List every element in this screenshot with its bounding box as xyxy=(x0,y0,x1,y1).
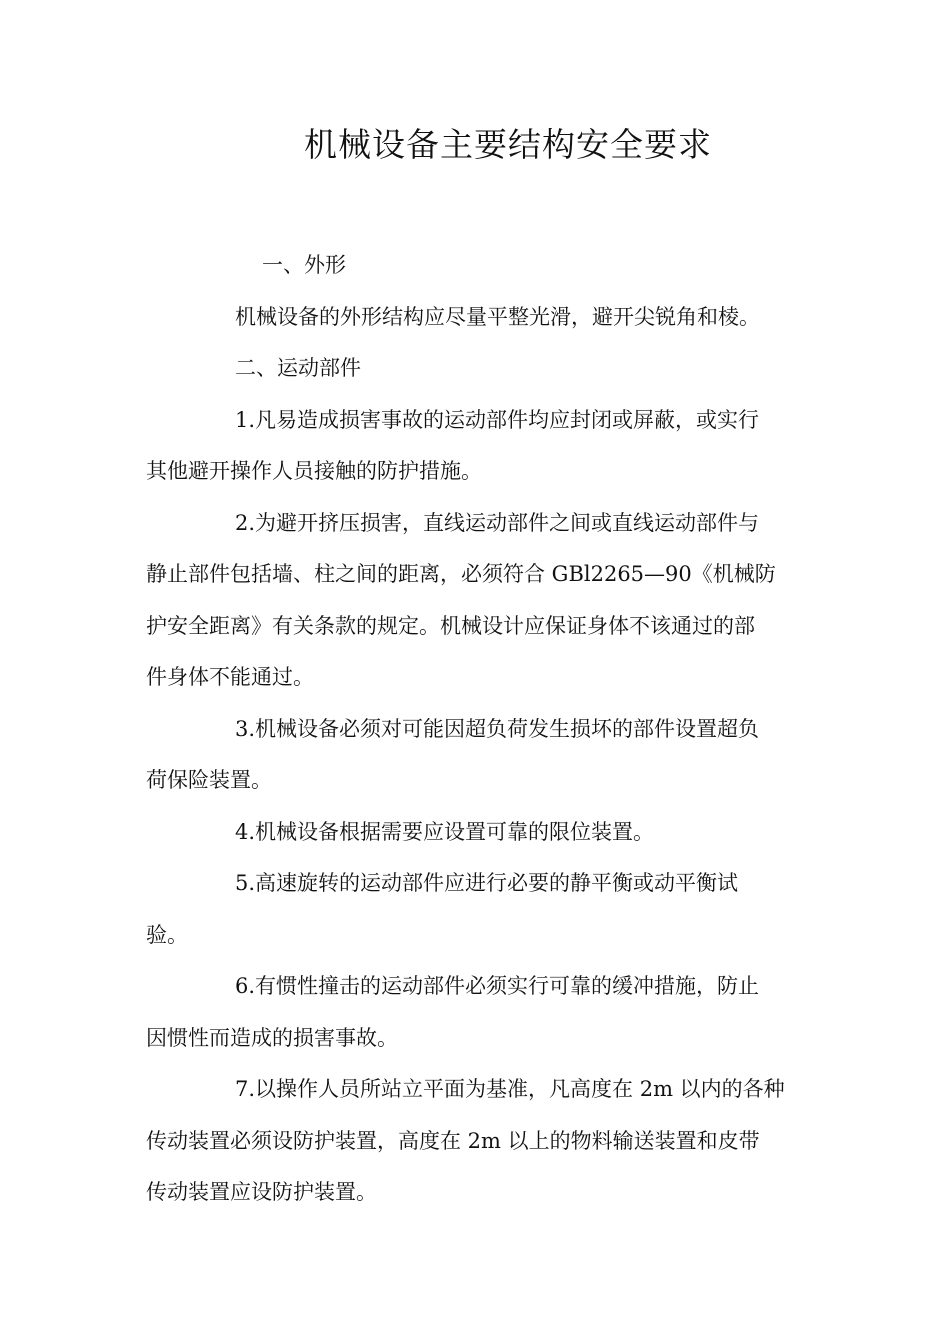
paragraph-line: 1.凡易造成损害事故的运动部件均应封闭或屏蔽，或实行 xyxy=(235,407,760,432)
paragraph-line: 件身体不能通过。 xyxy=(146,665,314,689)
paragraph-line: 7.以操作人员所站立平面为基准，凡高度在 2m 以内的各种 xyxy=(235,1077,785,1101)
paragraph-line: 荷保险装置。 xyxy=(146,768,272,792)
paragraph-line: 2.为避开挤压损害，直线运动部件之间或直线运动部件与 xyxy=(235,510,760,535)
paragraph-line: 传动装置必须设防护装置，高度在 2m 以上的物料输送装置和皮带 xyxy=(146,1128,760,1153)
paragraph-line: 因惯性而造成的损害事故。 xyxy=(146,1025,398,1050)
paragraph-line: 静止部件包括墙、柱之间的距离，必须符合 GBl2265—90《机械防 xyxy=(146,562,776,586)
section-heading: 一、外形 xyxy=(262,253,346,277)
paragraph-line: 4.机械设备根据需要应设置可靠的限位装置。 xyxy=(235,819,655,844)
document-body xyxy=(146,240,806,1219)
paragraph-line: 其他避开操作人员接触的防护措施。 xyxy=(146,459,482,483)
paragraph-line: 护安全距离》有关条款的规定。机械设计应保证身体不该通过的部 xyxy=(146,613,755,638)
paragraph-line: 3.机械设备必须对可能因超负荷发生损坏的部件设置超负 xyxy=(235,716,760,741)
paragraph-line: 传动装置应设防护装置。 xyxy=(146,1180,377,1204)
paragraph-line: 6.有惯性撞击的运动部件必须实行可靠的缓冲措施，防止 xyxy=(235,974,760,998)
paragraph-line: 验。 xyxy=(146,922,188,947)
paragraph-line: 机械设备的外形结构应尽量平整光滑，避开尖锐角和棱。 xyxy=(235,304,760,329)
paragraph-line: 5.高速旋转的运动部件应进行必要的静平衡或动平衡试 xyxy=(235,871,739,895)
document-title: 机械设备主要结构安全要求 xyxy=(304,125,712,164)
section-heading: 二、运动部件 xyxy=(235,356,361,380)
